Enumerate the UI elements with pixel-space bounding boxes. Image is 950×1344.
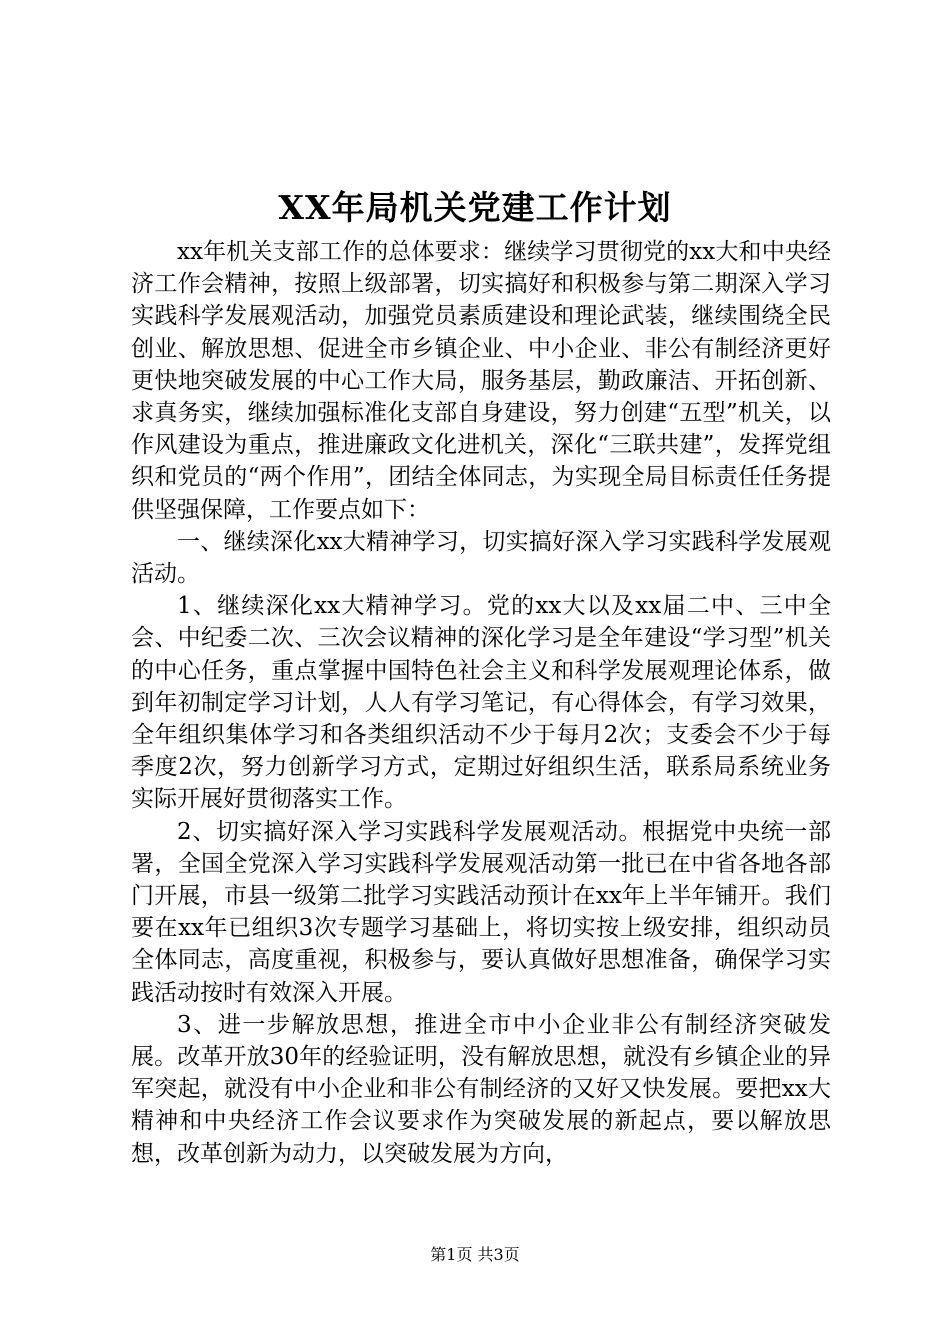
paragraph-overview: xx年机关支部工作的总体要求：继续学习贯彻党的xx大和中央经济工作会精神，按照上级部署，切实搞好和积极参与第二期深入学习实践科学发展观活动，加强党员素质建设和理论武装，继续围绕全民创业、解放思想、促进全市乡镇企业、中小企业、非公有制经济更好更快地突破发展的中心工作大局，服务基层，勤政廉洁、开拓创新、求真务实，继续加强标准化支部自身建设，努力创建“五型”机关，以作风建设为重点，推进廉政文化进机关，深化“三联共建”，发挥党组织和党员的“两个作用”，团结全体同志，为实现全局目标责任任务提供坚强保障，工作要点如下： bbox=[131, 239, 831, 523]
page-footer: 第1页 共3页 bbox=[430, 1245, 520, 1264]
page-title: XX年局机关党建工作计划 bbox=[278, 188, 672, 227]
paragraph-item-1: 1、继续深化xx大精神学习。党的xx大以及xx届二中、三中全会、中纪委二次、三次会议精神的深化学习是全年建设“学习型”机关的中心任务，重点掌握中国特色社会主义和科学发展观理论体系，做到年初制定学习计划，人人有学习笔记，有心得体会，有学习效果，全年组织集体学习和各类组织活动不少于每月2次；支委会不少于每季度2次，努力创新学习方式，定期过好组织生活，联系局系统业务实际开展好贯彻落实工作。 bbox=[131, 593, 831, 813]
paragraph-section-1-heading: 一、继续深化xx大精神学习，切实搞好深入学习实践科学发展观活动。 bbox=[131, 528, 831, 588]
paragraph-item-2: 2、切实搞好深入学习实践科学发展观活动。根据党中央统一部署，全国全党深入学习实践科学发展观活动第一批已在中省各地各部门开展，市县一级第二批学习实践活动预计在xx年上半年铺开。我们要在xx年已组织3次专题学习基础上，将切实按上级安排，组织动员全体同志，高度重视，积极参与，要认真做好思想准备，确保学习实践活动按时有效深入开展。 bbox=[131, 818, 831, 1006]
document-body bbox=[131, 236, 831, 1170]
paragraph-item-3: 3、进一步解放思想，推进全市中小企业非公有制经济突破发展。改革开放30年的经验证明，没有解放思想，就没有乡镇企业的异军突起，就没有中小企业和非公有制经济的又好又快发展。要把xx大精神和中央经济工作会议要求作为突破发展的新起点，要以解放思想，改革创新为动力，以突破发展为方向， bbox=[131, 1011, 831, 1167]
